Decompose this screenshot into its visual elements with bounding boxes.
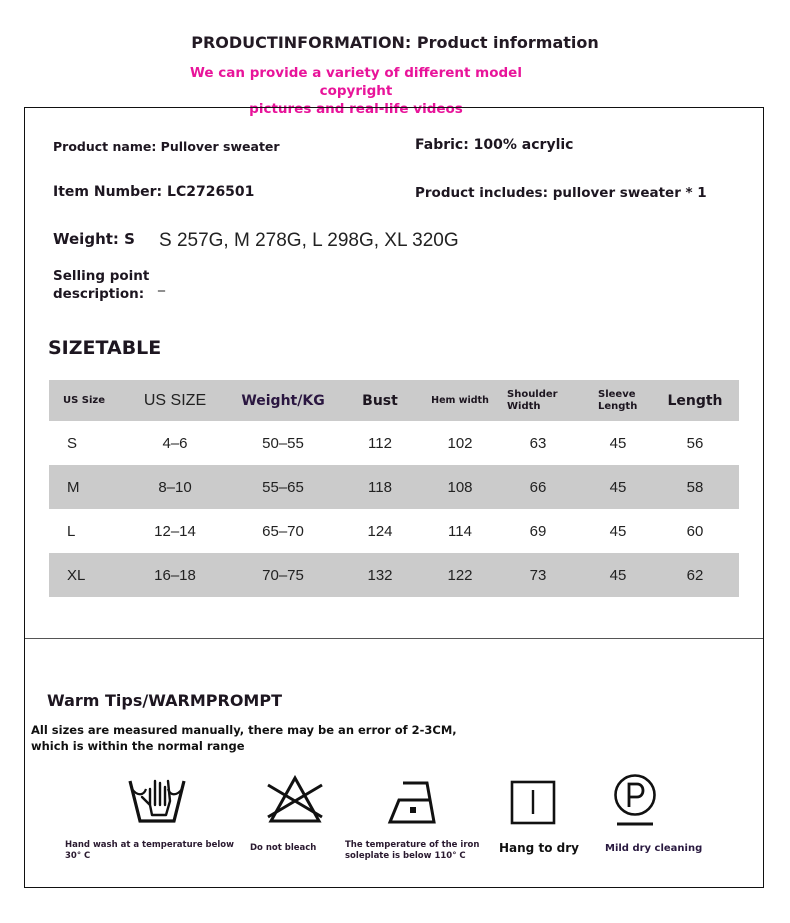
section-divider xyxy=(25,638,763,639)
care-label-hand-wash: Hand wash at a temperature below 30° C xyxy=(65,840,235,861)
header-shoulder-width: Shoulder Width xyxy=(507,388,558,412)
cell-shoulder-width: 69 xyxy=(529,522,547,540)
cell-shoulder-width: 63 xyxy=(529,434,547,452)
selling-point-label xyxy=(53,267,149,303)
cell-hem-width: 122 xyxy=(447,566,473,584)
header-us-size-caps: US SIZE xyxy=(143,391,207,409)
selling-point-label-line-1: Selling point xyxy=(53,268,150,284)
weight-label: Weight: S xyxy=(53,230,135,248)
cell-shoulder-width: 66 xyxy=(529,478,547,496)
promo-subtitle-line-2: pictures and real-life videos xyxy=(249,101,463,117)
size-table-row xyxy=(49,553,739,597)
mild-dry-clean-icon xyxy=(612,773,658,829)
cell-weight: 55–65 xyxy=(262,478,304,496)
header-hem-width: Hem width xyxy=(431,395,489,406)
promo-subtitle-line-1: We can provide a variety of different model copyright xyxy=(190,65,522,99)
warm-tips-text: All sizes are measured manually, there may be an error of 2-3CM, which is within the normal range xyxy=(31,723,457,753)
cell-sleeve-length: 45 xyxy=(609,522,627,540)
cell-sleeve-length: 45 xyxy=(609,434,627,452)
no-bleach-icon xyxy=(266,775,324,825)
cell-us-size: S xyxy=(67,434,78,452)
item-number: Item Number: LC2726501 xyxy=(53,184,255,200)
hand-wash-icon xyxy=(128,775,186,825)
cell-us-size-range: 12–14 xyxy=(154,522,196,540)
size-table-title: SIZETABLE xyxy=(48,337,162,359)
header-weight: Weight/KG xyxy=(241,392,325,409)
cell-length: 62 xyxy=(686,566,704,584)
cell-weight: 70–75 xyxy=(262,566,304,584)
cell-sleeve-length: 45 xyxy=(609,566,627,584)
care-label-hang-dry: Hang to dry xyxy=(499,841,579,855)
header-bust: Bust xyxy=(362,392,398,409)
iron-low-icon xyxy=(387,780,443,826)
size-table-body xyxy=(49,421,739,597)
cell-us-size: L xyxy=(67,522,76,540)
cell-us-size: M xyxy=(67,478,80,496)
size-table-header xyxy=(49,380,739,421)
cell-us-size-range: 16–18 xyxy=(154,566,196,584)
cell-us-size: XL xyxy=(67,566,86,584)
care-label-iron: The temperature of the iron soleplate is below 110° C xyxy=(345,840,480,861)
cell-length: 60 xyxy=(686,522,704,540)
selling-point-label-line-2: description: xyxy=(53,286,145,302)
cell-hem-width: 108 xyxy=(447,478,473,496)
cell-hem-width: 114 xyxy=(448,522,472,540)
cell-sleeve-length: 45 xyxy=(609,478,627,496)
size-table-row xyxy=(49,509,739,553)
warm-tips-title: Warm Tips/WARMPROMPT xyxy=(47,691,282,710)
weight-values: S 257G, M 278G, L 298G, XL 320G xyxy=(159,230,459,251)
care-label-no-bleach: Do not bleach xyxy=(250,843,317,853)
size-table xyxy=(49,380,739,597)
cell-us-size-range: 4–6 xyxy=(162,434,188,452)
cell-length: 56 xyxy=(686,434,704,452)
hang-dry-icon xyxy=(510,780,556,825)
cell-us-size-range: 8–10 xyxy=(158,478,192,496)
cell-bust: 118 xyxy=(368,478,392,496)
header-sleeve-length: Sleeve Length xyxy=(598,388,638,412)
cell-length: 58 xyxy=(686,478,704,496)
cell-weight: 50–55 xyxy=(262,434,304,452)
cell-shoulder-width: 73 xyxy=(529,566,547,584)
size-table-row xyxy=(49,465,739,509)
care-label-dry-clean: Mild dry cleaning xyxy=(605,843,703,854)
page-title: PRODUCTINFORMATION: Product information xyxy=(191,33,599,52)
product-name: Product name: Pullover sweater xyxy=(53,139,280,154)
selling-point-value: _ xyxy=(158,276,165,292)
header-us-size: US Size xyxy=(63,395,106,406)
cell-bust: 124 xyxy=(367,522,393,540)
size-table-row xyxy=(49,421,739,465)
cell-weight: 65–70 xyxy=(262,522,304,540)
cell-hem-width: 102 xyxy=(447,434,473,452)
fabric: Fabric: 100% acrylic xyxy=(415,137,574,153)
product-includes: Product includes: pullover sweater * 1 xyxy=(415,185,707,201)
cell-bust: 132 xyxy=(367,566,393,584)
cell-bust: 112 xyxy=(368,434,392,452)
header-length: Length xyxy=(667,392,723,409)
